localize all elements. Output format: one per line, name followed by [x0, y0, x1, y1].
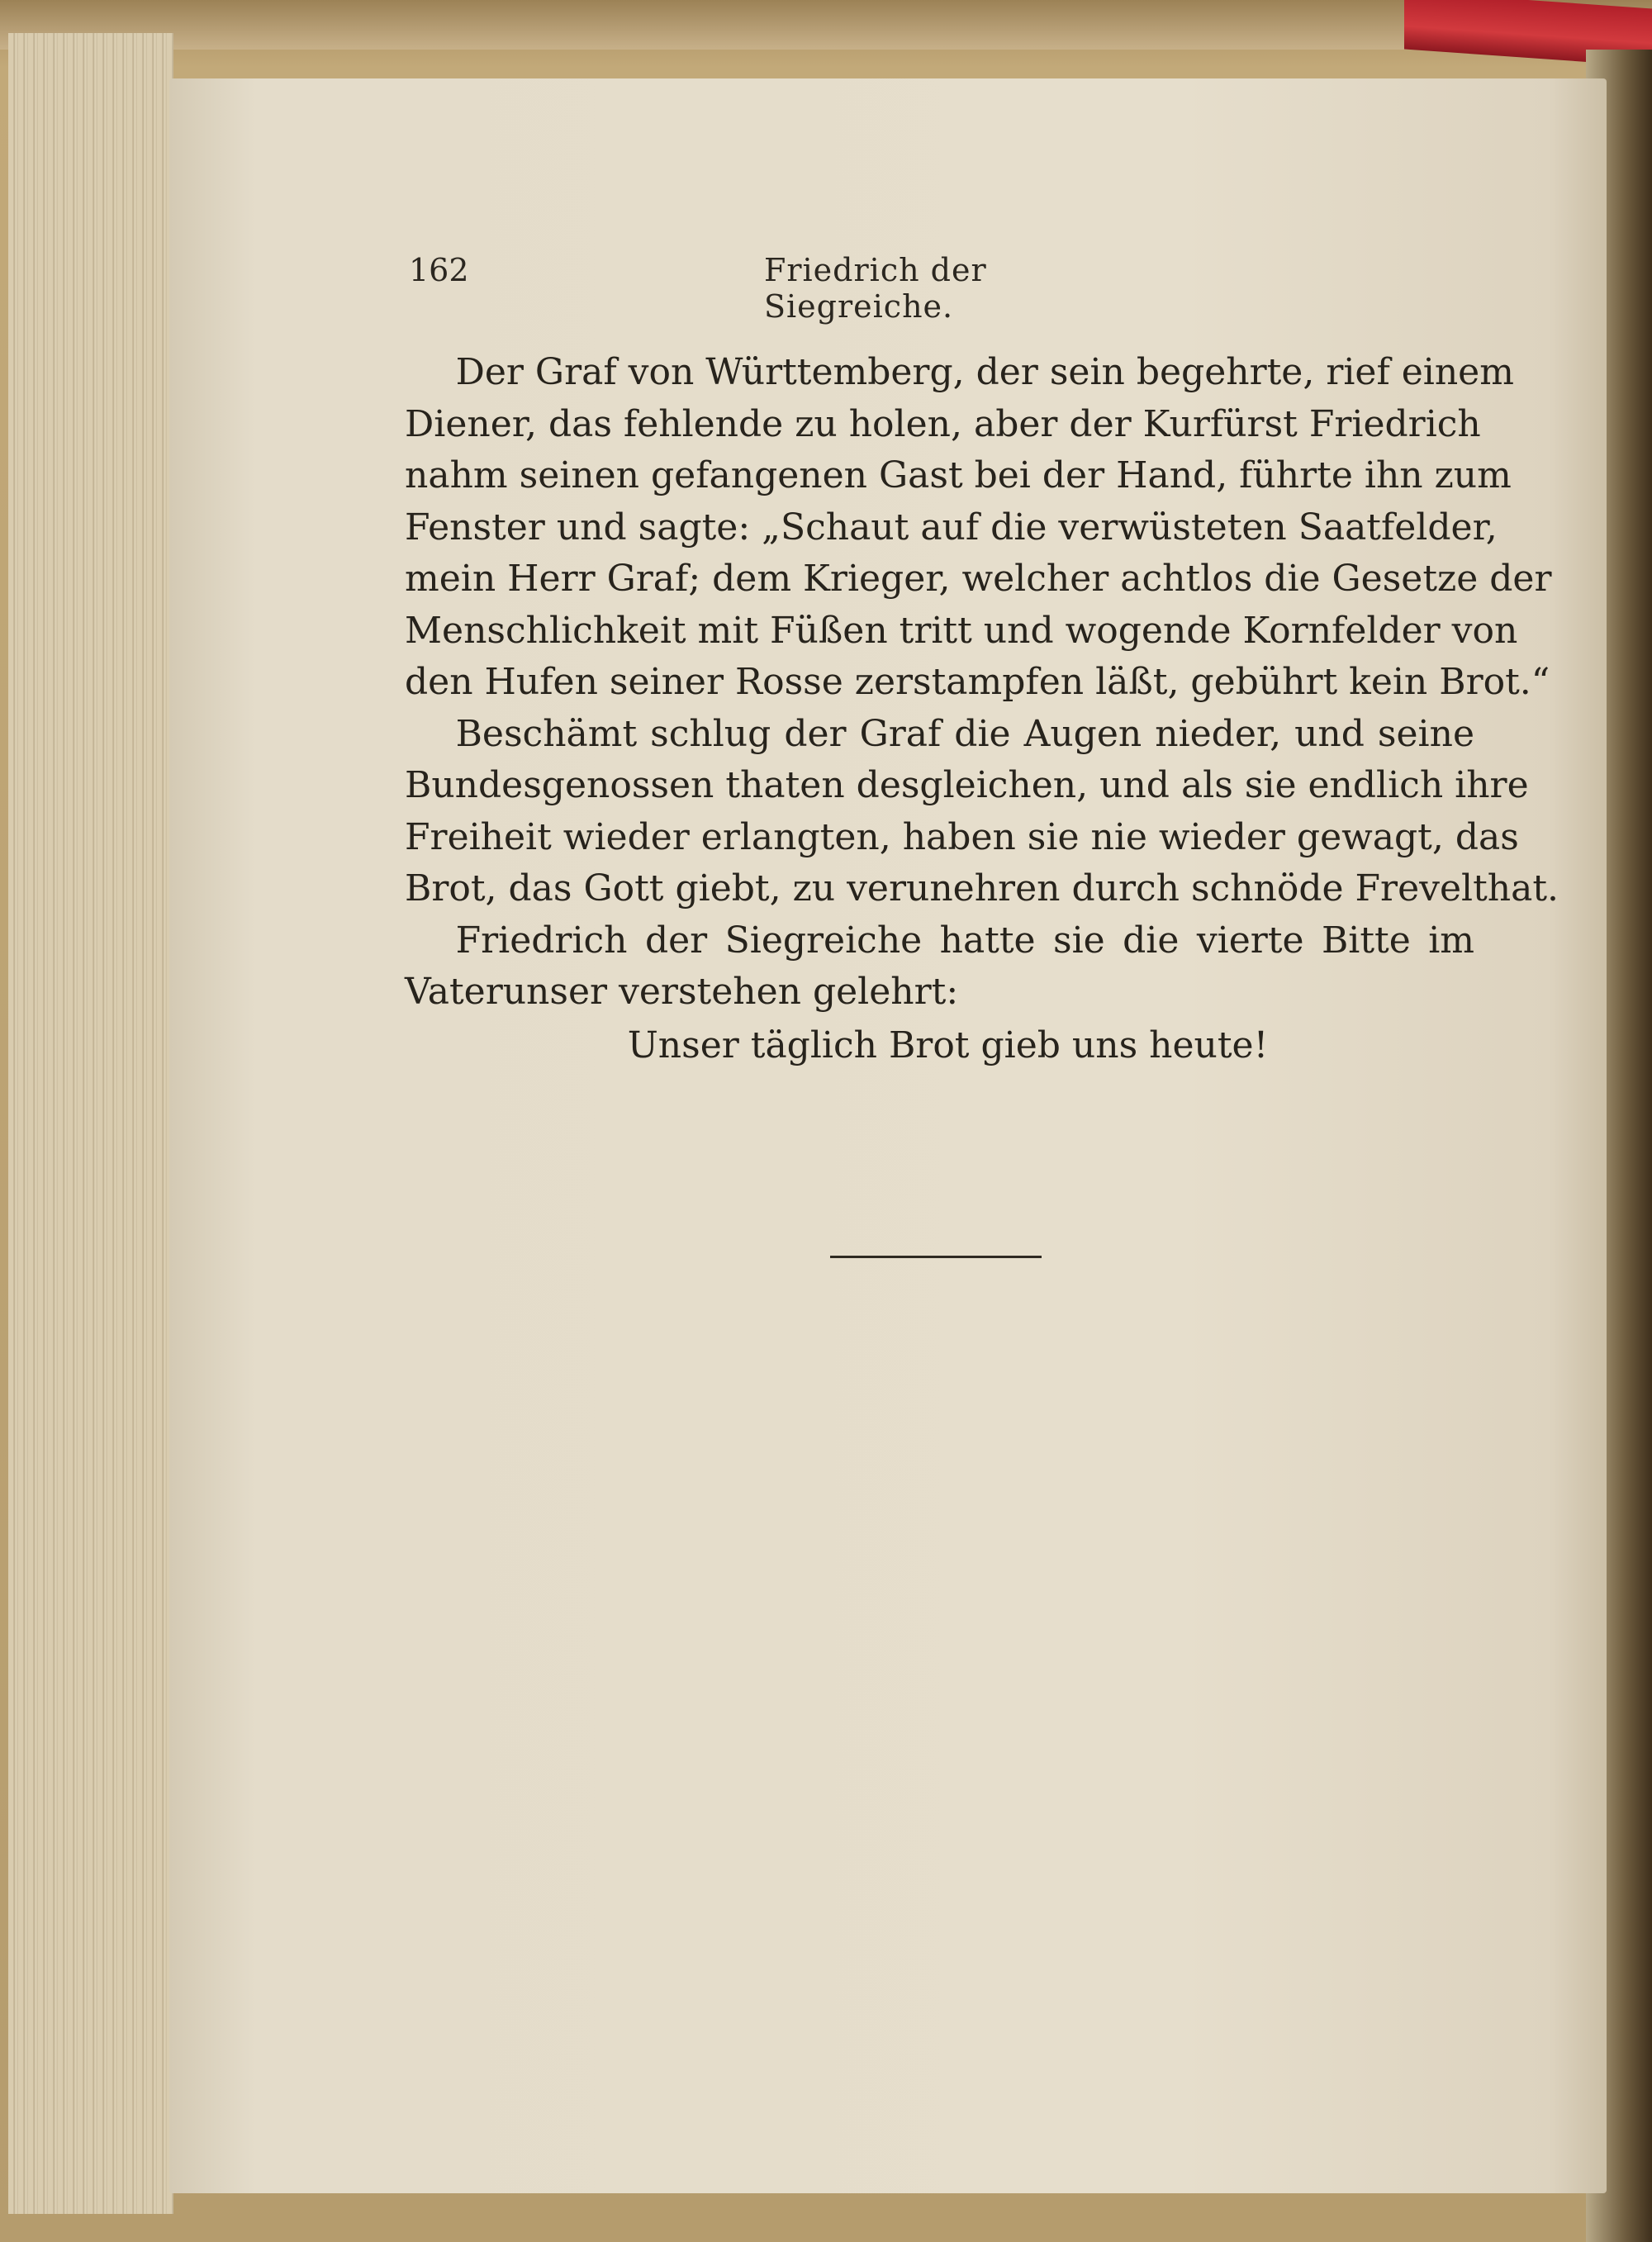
text-line: mein Herr Graf; dem Krieger, welcher achtlos die Gesetze der — [405, 558, 1552, 600]
paragraph-3 — [405, 915, 1474, 1019]
text-line: Bundesgenossen thaten desgleichen, und als sie endlich ihre — [405, 764, 1529, 806]
section-divider-rule — [830, 1256, 1042, 1258]
text-line: Menschlichkeit mit Füßen tritt und wogende Kornfelder von — [405, 609, 1518, 652]
text-line: Freiheit wieder erlangten, haben sie nie wieder gewagt, das — [405, 815, 1519, 858]
text-line: Beschämt schlug der Graf die Augen nieder, und seine — [455, 712, 1474, 755]
text-line: Fenster und sagte: „Schaut auf die verwüsteten Saatfelder, — [405, 506, 1498, 549]
text-line: den Hufen seiner Rosse zerstampfen läßt, gebührt kein Brot.“ — [405, 661, 1550, 703]
text-line: Vaterunser verstehen gelehrt: — [405, 971, 959, 1013]
text-line: Der Graf von Württemberg, der sein begehrte, rief einem — [455, 351, 1514, 393]
text-line: Friedrich der Siegreiche hatte sie die vierte Bitte im — [455, 919, 1474, 962]
running-title: Friedrich der Siegreiche. — [764, 252, 987, 325]
prayer-quote-line: Unser täglich Brot gieb uns heute! — [627, 1024, 1269, 1066]
text-line: nahm seinen gefangenen Gast bei der Hand, führte ihn zum — [405, 454, 1512, 496]
page-stack-edges — [8, 33, 173, 2214]
body-text — [405, 347, 1559, 1071]
paragraph-2 — [405, 709, 1559, 915]
paragraph-1 — [405, 347, 1552, 709]
text-line: Diener, das fehlende zu holen, aber der Kurfürst Friedrich — [405, 402, 1481, 445]
text-line: Brot, das Gott giebt, zu verunehren durch schnöde Frevelthat. — [405, 867, 1559, 910]
page-number: 162 — [409, 252, 469, 288]
